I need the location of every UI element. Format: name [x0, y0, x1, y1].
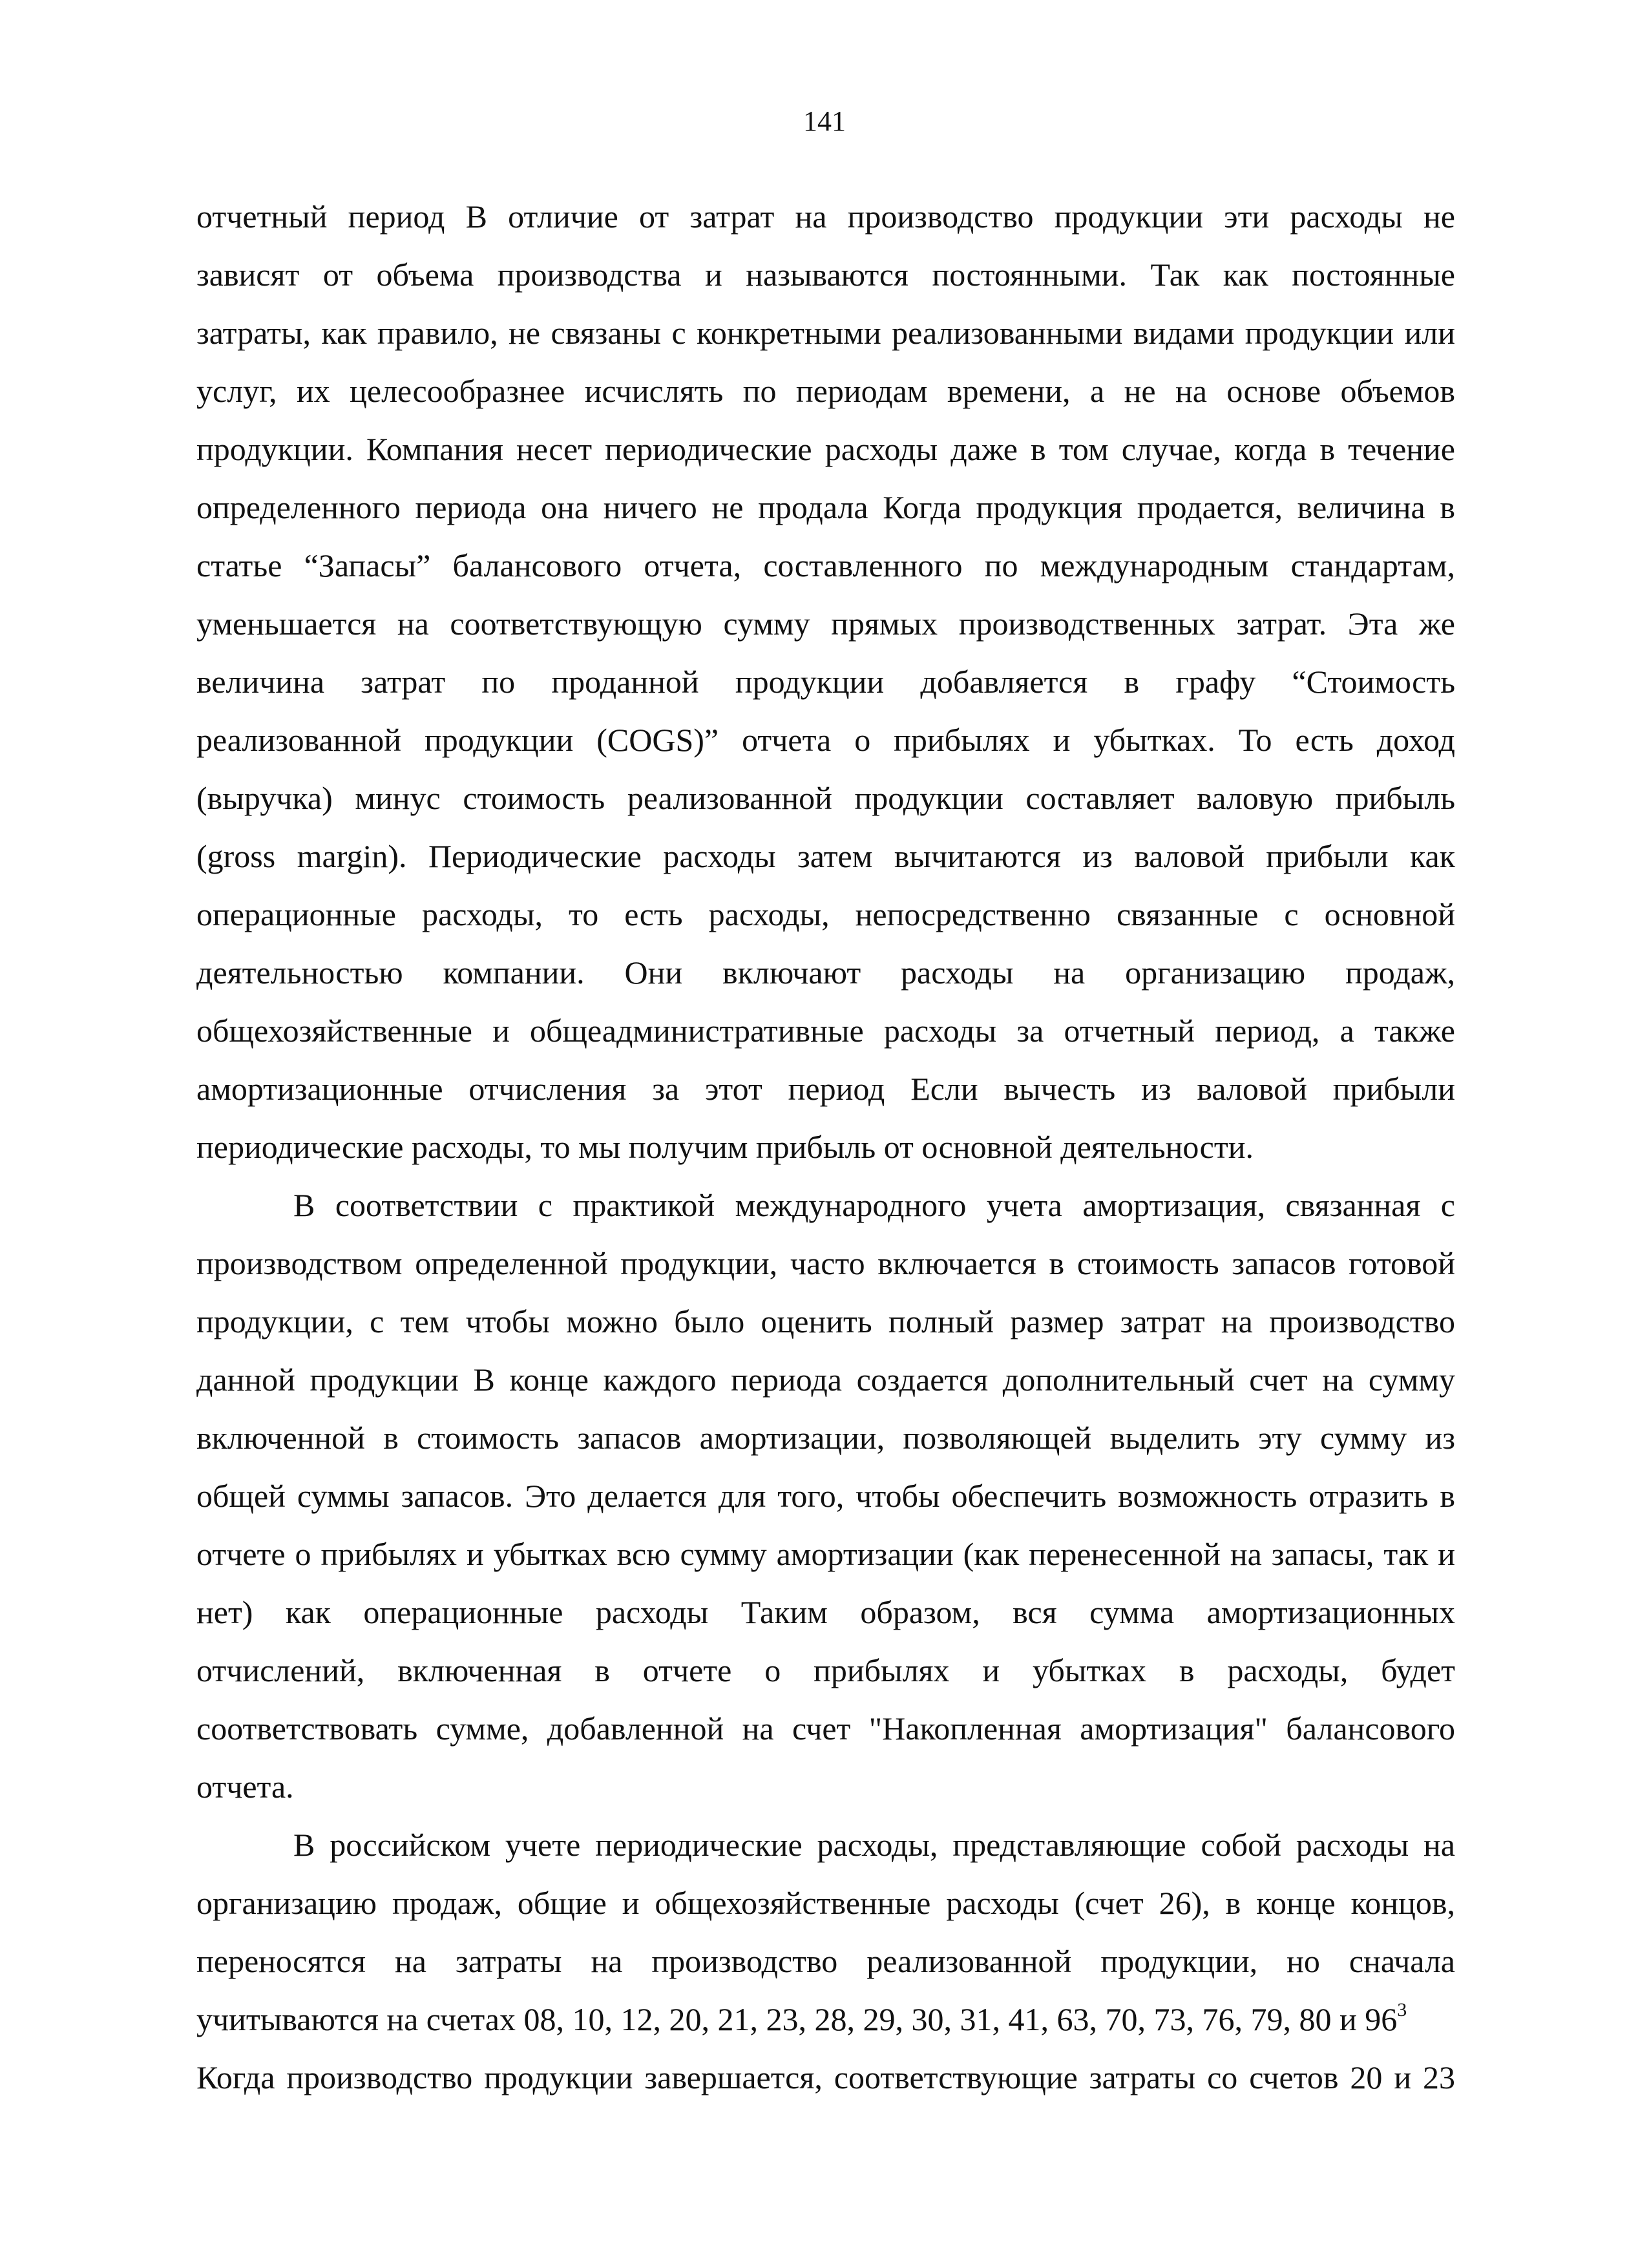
paragraph-fixed-costs — [196, 187, 1455, 1176]
text-line: (gross margin). Периодические расходы затем вычитаются из валовой прибыли как — [196, 838, 1455, 874]
text-line: операционные расходы, то есть расходы, непосредственно связанные с основной — [196, 896, 1455, 932]
paragraph-russian-accounting — [196, 1816, 1455, 2106]
text-line: амортизационные отчисления за этот период Если вычесть из валовой прибыли — [196, 1071, 1455, 1107]
text-line: нет) как операционные расходы Таким образом, вся сумма амортизационных — [196, 1594, 1455, 1630]
document-body — [196, 187, 1455, 2106]
text-line: Когда производство продукции завершается, соответствующие затраты со счетов 20 и 23 — [196, 2059, 1455, 2095]
footnote-marker[interactable]: 3 — [1397, 1999, 1407, 2021]
text-line: зависят от объема производства и называются постоянными. Так как постоянные — [196, 257, 1455, 293]
text-line: продукции, с тем чтобы можно было оценить полный размер затрат на производство — [196, 1303, 1455, 1339]
text-line: реализованной продукции (COGS)” отчета о прибылях и убытках. То есть доход — [196, 722, 1455, 758]
text-line: В соответствии с практикой международного учета амортизация, связанная с — [293, 1187, 1455, 1223]
page-number: 141 — [803, 105, 846, 137]
text-line: деятельностью компании. Они включают расходы на организацию продаж, — [196, 954, 1455, 991]
text-line: отчислений, включенная в отчете о прибылях и убытках в расходы, будет — [196, 1652, 1455, 1688]
text-line: затраты, как правило, не связаны с конкретными реализованными видами продукции или — [196, 315, 1455, 351]
text-line: данной продукции В конце каждого периода создается дополнительный счет на сумму — [196, 1361, 1455, 1398]
text-line: организацию продаж, общие и общехозяйственные расходы (счет 26), в конце концов, — [196, 1885, 1455, 1921]
text-line: общехозяйственные и общеадминистративные расходы за отчетный период, а также — [196, 1013, 1455, 1049]
text-line: включенной в стоимость запасов амортизации, позволяющей выделить эту сумму из — [196, 1420, 1455, 1456]
text-line: переносятся на затраты на производство реализованной продукции, но сначала — [196, 1943, 1455, 1979]
text-line: общей суммы запасов. Это делается для того, чтобы обеспечить возможность отразить в — [196, 1478, 1455, 1514]
text-line: отчете о прибылях и убытках всю сумму амортизации (как перенесенной на запасы, так и — [196, 1536, 1455, 1572]
text-line: величина затрат по проданной продукции добавляется в графу “Стоимость — [196, 664, 1455, 700]
text-line: (выручка) минус стоимость реализованной продукции составляет валовую прибыль — [196, 780, 1455, 816]
text-line-with-footnote — [196, 1990, 1455, 2048]
text-line: услуг, их целесообразнее исчислять по периодам времени, а не на основе объемов — [196, 373, 1455, 409]
text-line: уменьшается на соответствующую сумму прямых производственных затрат. Эта же — [196, 605, 1455, 642]
text-line: отчета. — [196, 1769, 294, 1805]
text-line: отчетный период В отличие от затрат на производство продукции эти расходы не — [196, 198, 1455, 235]
text-line: статье “Запасы” балансового отчета, составленного по международным стандартам, — [196, 547, 1455, 583]
text-line: периодические расходы, то мы получим прибыль от основной деятельности. — [196, 1129, 1254, 1165]
text-line: продукции. Компания несет периодические расходы даже в том случае, когда в течение — [196, 431, 1455, 467]
text-line: определенного периода она ничего не продала Когда продукция продается, величина в — [196, 489, 1455, 525]
text-line: соответствовать сумме, добавленной на счет "Накопленная амортизация" балансового — [196, 1710, 1455, 1747]
text-line: производством определенной продукции, часто включается в стоимость запасов готовой — [196, 1245, 1455, 1281]
text-line: В российском учете периодические расходы, представляющие собой расходы на — [293, 1827, 1455, 1863]
text-line: учитываются на счетах 08, 10, 12, 20, 21, 23, 28, 29, 30, 31, 41, 63, 70, 73, 76, 79, 80 и 96 — [196, 2001, 1398, 2037]
paragraph-depreciation — [196, 1176, 1455, 1816]
